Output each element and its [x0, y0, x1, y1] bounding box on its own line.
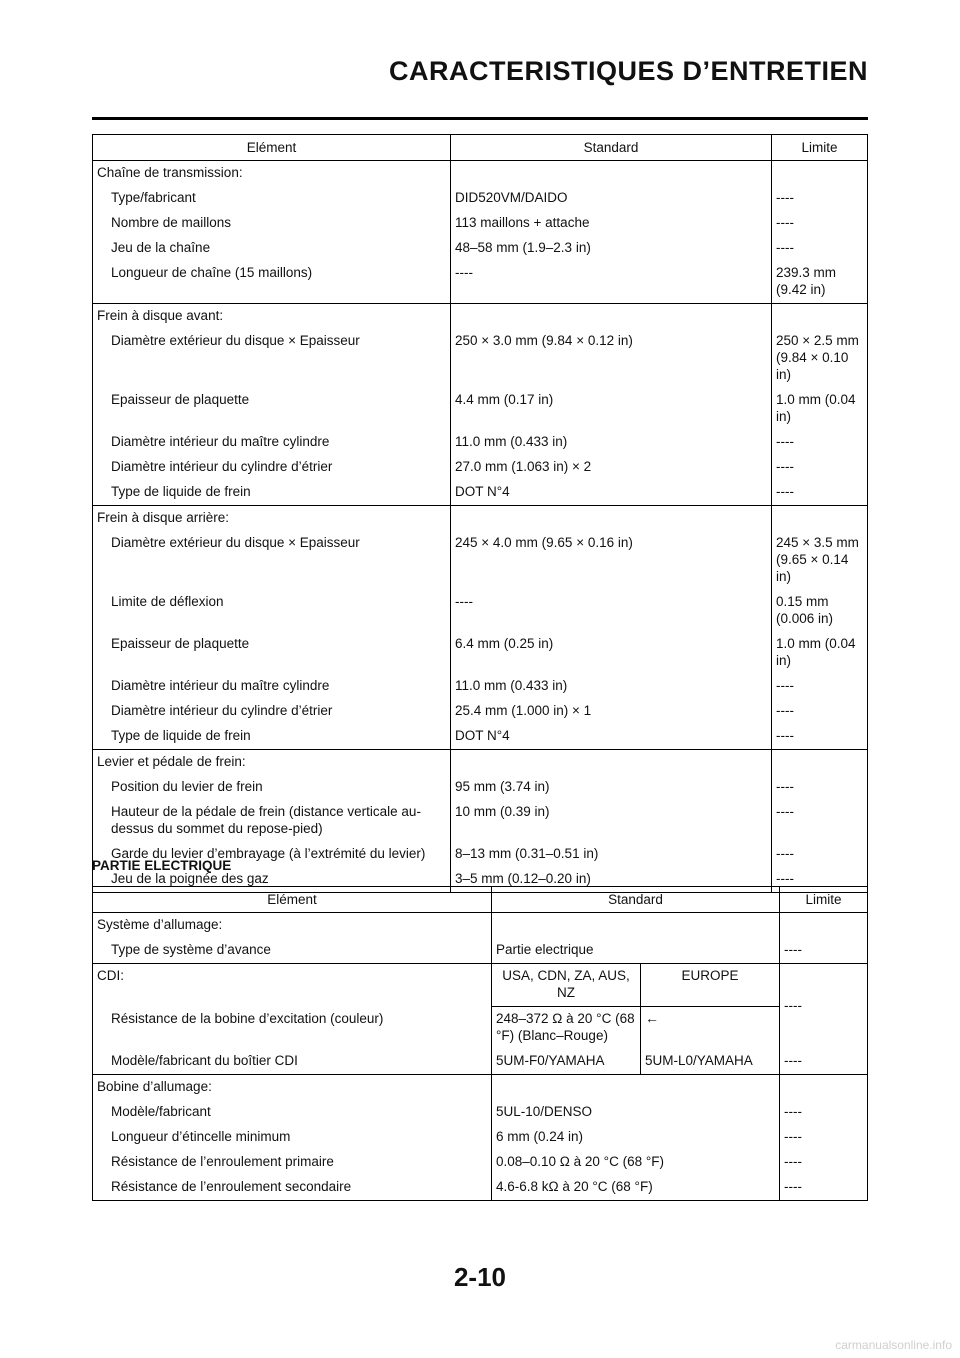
table-row [93, 430, 868, 455]
table-row [93, 800, 868, 842]
limit-value: ---- [784, 1053, 802, 1068]
standard-value: 250 × 3.0 mm (9.84 × 0.12 in) [451, 329, 772, 388]
item-label: Diamètre extérieur du disque × Epaisseur [93, 329, 451, 388]
limit-value: ---- [776, 703, 794, 718]
limit-value [772, 304, 868, 330]
limit-value: ---- [784, 1154, 802, 1169]
standard-value: ---- [451, 590, 772, 632]
standard-value: 11.0 mm (0.433 in) [451, 674, 772, 699]
table-header-row [93, 135, 868, 161]
item-label: Jeu de la chaîne [93, 236, 451, 261]
group-label: Bobine d’allumage: [93, 1075, 492, 1101]
brake-chain-spec-table [92, 134, 868, 893]
table-row [93, 964, 868, 1007]
table-row [93, 724, 868, 750]
table-row [93, 1075, 868, 1101]
standard-value: 113 maillons + attache [451, 211, 772, 236]
item-label: Longueur d’étincelle minimum [93, 1125, 492, 1150]
limit-value: ---- [776, 871, 794, 886]
item-label: Type de système d’avance [93, 938, 492, 964]
item-label: Diamètre intérieur du maître cylindre [93, 430, 451, 455]
limit-value: ---- [776, 190, 794, 205]
group-label: CDI: [93, 964, 492, 1007]
standard-value: 5UL-10/DENSO [492, 1100, 780, 1125]
standard-value: 27.0 mm (1.063 in) × 2 [451, 455, 772, 480]
item-label: Type/fabricant [93, 186, 451, 211]
limit-value: ---- [776, 459, 794, 474]
table-row [93, 261, 868, 304]
page-title: CARACTERISTIQUES D’ENTRETIEN [388, 56, 868, 86]
standard-value: 0.08–0.10 Ω à 20 °C (68 °F) [492, 1150, 780, 1175]
cdi-variant-b: EUROPE [641, 964, 780, 1007]
item-label: Epaisseur de plaquette [93, 388, 451, 430]
standard-value: 6.4 mm (0.25 in) [451, 632, 772, 674]
limit-value: ---- [776, 804, 794, 819]
item-label: Hauteur de la pédale de frein (distance verticale au-dessus du sommet du repose-pied) [93, 800, 451, 842]
limit-value: ---- [776, 215, 794, 230]
limit-value: ---- [776, 728, 794, 743]
table-row [93, 1175, 868, 1201]
item-label: Nombre de maillons [93, 211, 451, 236]
limit-value: 1.0 mm (0.04 in) [776, 392, 856, 424]
table-row [93, 938, 868, 964]
limit-value: ---- [776, 779, 794, 794]
table-row [93, 1007, 868, 1050]
limit-value: ---- [776, 240, 794, 255]
standard-value: DID520VM/DAIDO [451, 186, 772, 211]
table-row [93, 1150, 868, 1175]
limit-value: 0.15 mm (0.006 in) [776, 594, 834, 626]
group-row [93, 304, 868, 330]
group-row [93, 750, 868, 776]
standard-value: 5UM-F0/YAMAHA [492, 1049, 641, 1075]
group-label: Chaîne de transmission: [93, 161, 451, 187]
limit-value [772, 161, 868, 187]
limit-value: ---- [784, 1129, 802, 1144]
standard-value: 6 mm (0.24 in) [492, 1125, 780, 1150]
group-row [93, 161, 868, 187]
table-row [93, 674, 868, 699]
item-label: Limite de déflexion [93, 590, 451, 632]
limit-value [772, 750, 868, 776]
item-label: Diamètre extérieur du disque × Epaisseur [93, 531, 451, 590]
section-title-electrical: PARTIE ELECTRIQUE [92, 858, 232, 873]
item-label: Résistance de la bobine d’excitation (couleur) [93, 1007, 492, 1050]
table-row [93, 211, 868, 236]
item-label: Diamètre intérieur du cylindre d’étrier [93, 455, 451, 480]
standard-value: 245 × 4.0 mm (9.65 × 0.16 in) [451, 531, 772, 590]
item-label: Longueur de chaîne (15 maillons) [93, 261, 451, 304]
limit-value: 250 × 2.5 mm (9.84 × 0.10 in) [776, 333, 859, 382]
limit-value: ---- [784, 1104, 802, 1119]
cdi-variant-a: USA, CDN, ZA, AUS, NZ [492, 964, 641, 1007]
table-row [93, 531, 868, 590]
limit-value: 245 × 3.5 mm (9.65 × 0.14 in) [776, 535, 859, 584]
table-row [93, 632, 868, 674]
limit-value: 239.3 mm (9.42 in) [776, 265, 837, 297]
limit-value: 1.0 mm (0.04 in) [776, 636, 856, 668]
standard-value: 11.0 mm (0.433 in) [451, 430, 772, 455]
limit-value: ---- [776, 484, 794, 499]
table-row [93, 775, 868, 800]
table-row [93, 236, 868, 261]
standard-value: DOT N°4 [451, 480, 772, 506]
standard-value: 4.6-6.8 kΩ à 20 °C (68 °F) [492, 1175, 780, 1201]
item-label: Résistance de l’enroulement secondaire [93, 1175, 492, 1201]
standard-value: 25.4 mm (1.000 in) × 1 [451, 699, 772, 724]
item-label: Position du levier de frein [93, 775, 451, 800]
group-label: Système d’allumage: [93, 913, 492, 939]
header-limit: Limite [780, 887, 868, 913]
watermark: carmanualsonline.info [835, 1338, 952, 1352]
standard-value [451, 161, 772, 187]
limit-value [772, 506, 868, 532]
item-label: Diamètre intérieur du maître cylindre [93, 674, 451, 699]
table-row [93, 699, 868, 724]
table-row [93, 186, 868, 211]
standard-value: 4.4 mm (0.17 in) [451, 388, 772, 430]
standard-value: 8–13 mm (0.31–0.51 in) [451, 842, 772, 867]
standard-value: DOT N°4 [451, 724, 772, 750]
standard-value: Partie electrique [492, 938, 780, 964]
standard-value [451, 750, 772, 776]
standard-value: 48–58 mm (1.9–2.3 in) [451, 236, 772, 261]
table-row [93, 1125, 868, 1150]
group-label: Frein à disque arrière: [93, 506, 451, 532]
standard-value: 248–372 Ω à 20 °C (68 °F) (Blanc–Rouge) [492, 1007, 641, 1050]
table-row [93, 913, 868, 939]
table-row [93, 388, 868, 430]
electrical-spec-table [92, 886, 868, 1201]
group-label: Frein à disque avant: [93, 304, 451, 330]
item-label: Diamètre intérieur du cylindre d’étrier [93, 699, 451, 724]
group-label: Levier et pédale de frein: [93, 750, 451, 776]
item-label: Epaisseur de plaquette [93, 632, 451, 674]
table-header-row [93, 887, 868, 913]
item-label: Résistance de l’enroulement primaire [93, 1150, 492, 1175]
same-as-arrow-icon: ← [641, 1007, 780, 1050]
table-row [93, 1049, 868, 1075]
table-row [93, 480, 868, 506]
item-label: Jeu de la poignée des gaz [93, 867, 451, 893]
page-number: 2-10 [453, 1262, 507, 1292]
header-standard: Standard [451, 135, 772, 161]
standard-value [451, 304, 772, 330]
table-row [93, 1100, 868, 1125]
table-row [93, 455, 868, 480]
standard-value: ---- [451, 261, 772, 304]
item-label: Type de liquide de frein [93, 480, 451, 506]
header-element: Elément [93, 887, 492, 913]
limit-value: ---- [780, 964, 868, 1050]
item-label: Modèle/fabricant [93, 1100, 492, 1125]
standard-value: 10 mm (0.39 in) [451, 800, 772, 842]
limit-value: ---- [776, 434, 794, 449]
table-row [93, 590, 868, 632]
title-rule [92, 117, 868, 120]
limit-value: ---- [784, 1179, 802, 1194]
standard-value [451, 506, 772, 532]
standard-value: 3–5 mm (0.12–0.20 in) [451, 867, 772, 893]
table-row [93, 329, 868, 388]
limit-value: ---- [776, 678, 794, 693]
header-limit: Limite [772, 135, 868, 161]
item-label: Garde du levier d’embrayage (à l’extrémité du levier) [93, 842, 451, 867]
item-label: Type de liquide de frein [93, 724, 451, 750]
group-row [93, 506, 868, 532]
limit-value: ---- [776, 846, 794, 861]
header-standard: Standard [492, 887, 780, 913]
standard-value: 95 mm (3.74 in) [451, 775, 772, 800]
header-element: Elément [93, 135, 451, 161]
standard-value: 5UM-L0/YAMAHA [641, 1049, 780, 1075]
item-label: Modèle/fabricant du boîtier CDI [93, 1049, 492, 1075]
limit-value: ---- [784, 942, 802, 957]
